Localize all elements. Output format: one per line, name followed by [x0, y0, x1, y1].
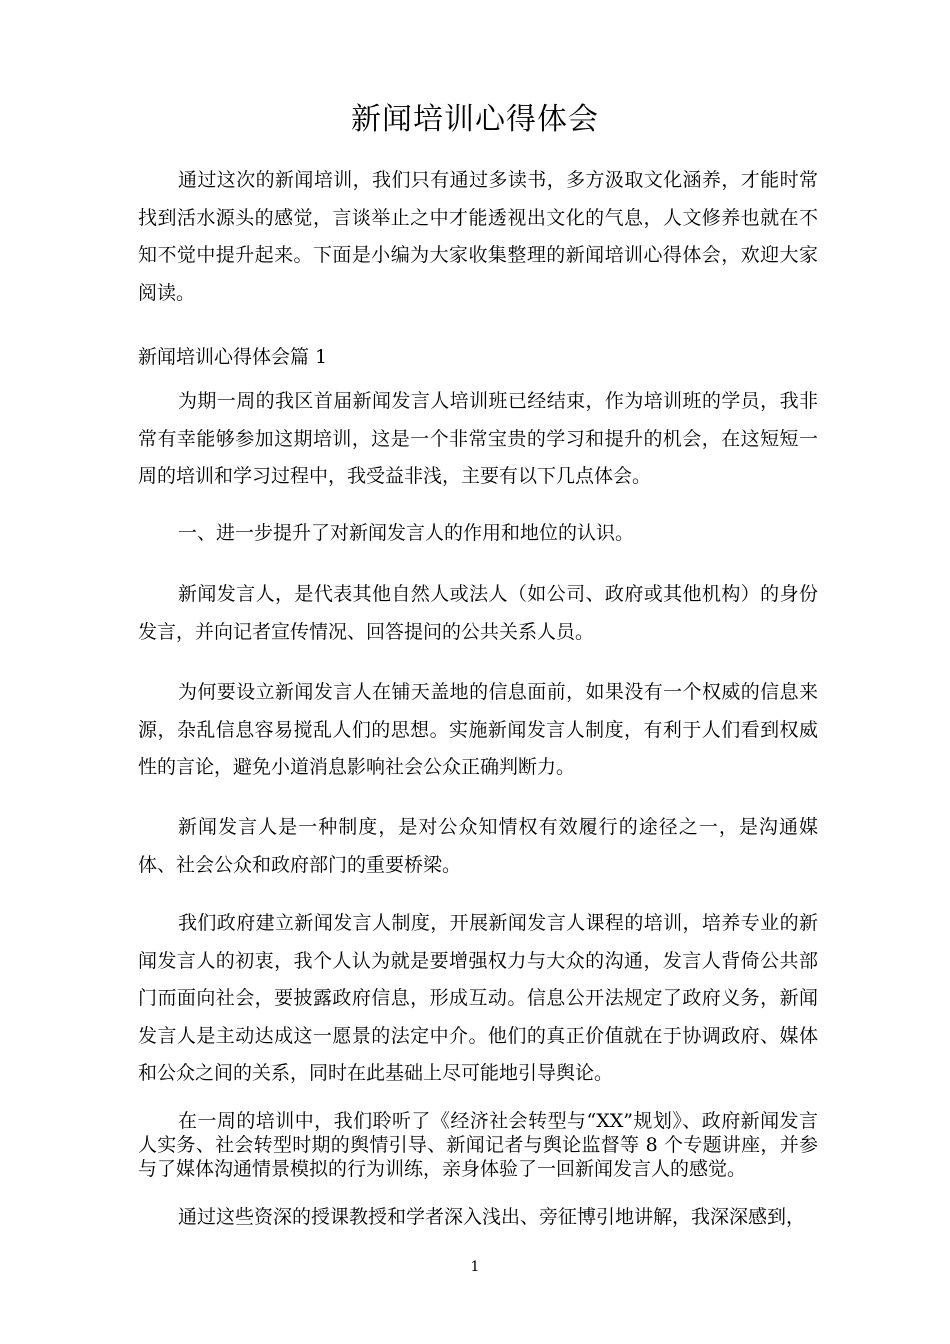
body-paragraph: 在一周的培训中，我们聆听了《经济社会转型与“XX”规划》、政府新闻发言人实务、社会转型时期的舆情引导、新闻记者与舆论监督等 8 个专题讲座，并参与了媒体沟通情景模拟的行为训练，亲身体验了一回新闻发言人的感觉。 [138, 1110, 818, 1180]
body-paragraph: 新闻发言人是一种制度，是对公众知情权有效履行的途径之一，是沟通媒体、社会公众和政府部门的重要桥梁。 [138, 816, 818, 876]
body-paragraph: 为期一周的我区首届新闻发言人培训班已经结束，作为培训班的学员，我非常有幸能够参加这期培训，这是一个非常宝贵的学习和提升的机会，在这短短一周的培训和学习过程中，我受益非浅，主要有以下几点体会。 [138, 390, 818, 487]
document-title: 新闻培训心得体会 [351, 102, 599, 137]
body-paragraph: 通过这些资深的授课教授和学者深入浅出、旁征博引地讲解，我深深感到， [178, 1206, 806, 1228]
intro-paragraph: 通过这次的新闻培训，我们只有通过多读书，多方汲取文化涵养，才能时常找到活水源头的感觉，言谈举止之中才能透视出文化的气息，人文修养也就在不知不觉中提升起来。下面是小编为大家收集整理的新闻培训心得体会，欢迎大家阅读。 [138, 169, 818, 304]
page-number: 1 [470, 1259, 480, 1275]
body-paragraph: 一、进一步提升了对新闻发言人的作用和地位的认识。 [178, 522, 635, 544]
body-paragraph: 我们政府建立新闻发言人制度，开展新闻发言人课程的培训，培养专业的新闻发言人的初衷，我个人认为就是要增强权力与大众的沟通，发言人背倚公共部门而面向社会，要披露政府信息，形成互动。信息公开法规定了政府义务，新闻发言人是主动达成这一愿景的法定中介。他们的真正价值就在于协调政府、媒体和公众之间的关系，同时在此基础上尽可能地引导舆论。 [138, 912, 818, 1084]
body-paragraph: 为何要设立新闻发言人在铺天盖地的信息面前，如果没有一个权威的信息来源，杂乱信息容易搅乱人们的思想。实施新闻发言人制度，有利于人们看到权威性的言论，避免小道消息影响社会公众正确判断力。 [138, 681, 818, 778]
section-heading: 新闻培训心得体会篇 1 [138, 346, 328, 368]
body-paragraph: 新闻发言人，是代表其他自然人或法人（如公司、政府或其他机构）的身份发言，并向记者宣传情况、回答提问的公共关系人员。 [138, 583, 818, 643]
